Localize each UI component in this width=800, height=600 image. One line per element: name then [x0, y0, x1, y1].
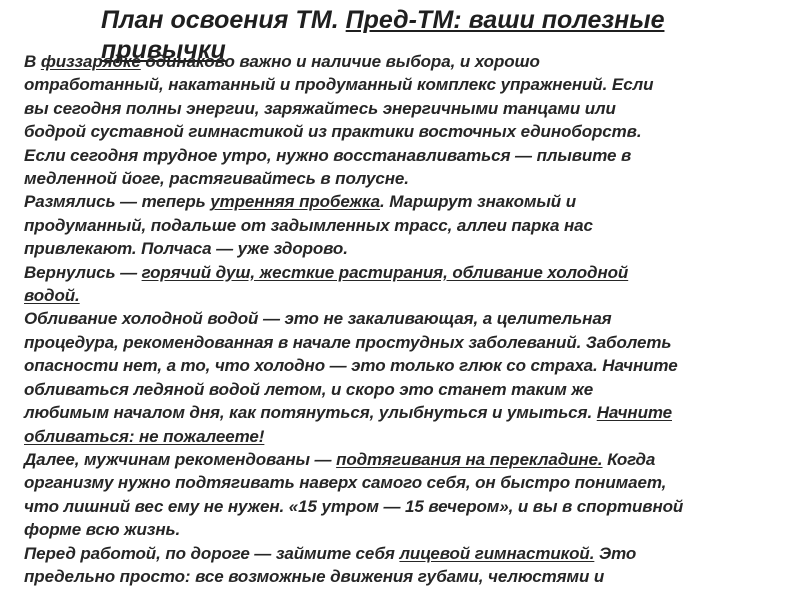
body-text	[24, 50, 794, 588]
text-run: бодрой суставной гимнастикой из практики восточных единоборств.	[24, 122, 642, 142]
body-line	[24, 401, 794, 424]
text-run: процедура, рекомендованная в начале простудных заболеваний. Заболеть	[24, 332, 672, 352]
text-run: опасности нет, а то, что холодно — это только глюк со страха. Начните	[24, 356, 678, 376]
inline-link[interactable]: водой.	[24, 286, 80, 306]
text-run: Если сегодня трудное утро, нужно восстанавливаться — плывите в	[24, 145, 632, 165]
body-line	[24, 471, 794, 494]
body-line	[24, 120, 794, 143]
body-line	[24, 190, 794, 213]
body-line	[24, 50, 794, 73]
body-line	[24, 97, 794, 120]
inline-link[interactable]: обливаться: не пожалеете!	[24, 426, 265, 446]
body-line	[24, 237, 794, 260]
inline-link[interactable]: физзарядке	[40, 52, 141, 71]
body-line	[24, 73, 794, 96]
text-run: организму нужно подтягивать наверх самого себя, он быстро понимает,	[24, 473, 667, 493]
body-line	[24, 261, 794, 284]
text-run: отработанный, накатанный и продуманный комплекс упражнений. Если	[24, 75, 654, 95]
text-run: Далее, мужчинам рекомендованы —	[24, 449, 337, 469]
text-run: предельно просто: все возможные движения губами, челюстями и	[24, 566, 605, 586]
text-run: Размялись — теперь	[24, 192, 211, 212]
body-line	[24, 331, 794, 354]
text-run: Когда	[602, 449, 656, 469]
text-run: форме всю жизнь.	[24, 520, 181, 540]
text-run: одинаково важно и наличие выбора, и хорошо	[140, 52, 540, 71]
title-prefix: План освоения ТМ.	[101, 6, 346, 34]
inline-link[interactable]: лицевой гимнастикой.	[399, 543, 595, 563]
title-link[interactable]: Пред-ТМ: ваши полезные привычки	[101, 6, 665, 64]
inline-link[interactable]: Начните	[596, 403, 672, 423]
text-run: Перед работой, по дороге — займите себя	[24, 543, 400, 563]
body-line	[24, 495, 794, 518]
body-line	[24, 284, 794, 307]
text-run: продуманный, подальше от задымленных трасс, аллеи парка нас	[24, 215, 593, 235]
body-line	[24, 542, 794, 565]
text-run: что лишний вес ему не нужен. «15 утром — 15 вечером», и вы в спортивной	[24, 496, 684, 516]
body-line	[24, 307, 794, 330]
body-line	[24, 354, 794, 377]
text-run: В	[24, 52, 41, 71]
text-run: Обливание холодной водой — это не закаливающая, а целительная	[24, 309, 612, 329]
inline-link[interactable]: горячий душ, жесткие растирания, обливание холодной	[141, 262, 629, 282]
body-line	[24, 378, 794, 401]
text-run: привлекают. Полчаса — уже здорово.	[24, 239, 348, 259]
inline-link[interactable]: утренняя пробежка	[210, 192, 380, 212]
body-line	[24, 448, 794, 471]
body-line	[24, 425, 794, 448]
text-run: Вернулись —	[24, 262, 142, 282]
text-run: вы сегодня полны энергии, заряжайтесь энергичными танцами или	[24, 98, 616, 118]
inline-link[interactable]: подтягивания на перекладине.	[336, 449, 603, 469]
text-run: . Маршрут знакомый и	[379, 192, 576, 212]
text-run: любимым началом дня, как потянуться, улыбнуться и умыться.	[24, 403, 597, 423]
body-line	[24, 565, 794, 588]
text-run: Это	[594, 543, 637, 563]
text-run: обливаться ледяной водой летом, и скоро это станет таким же	[24, 379, 594, 399]
body-line	[24, 214, 794, 237]
body-line	[24, 518, 794, 541]
text-run: медленной йоге, растягивайтесь в полусне.	[24, 169, 409, 189]
body-line	[24, 144, 794, 167]
body-line	[24, 167, 794, 190]
